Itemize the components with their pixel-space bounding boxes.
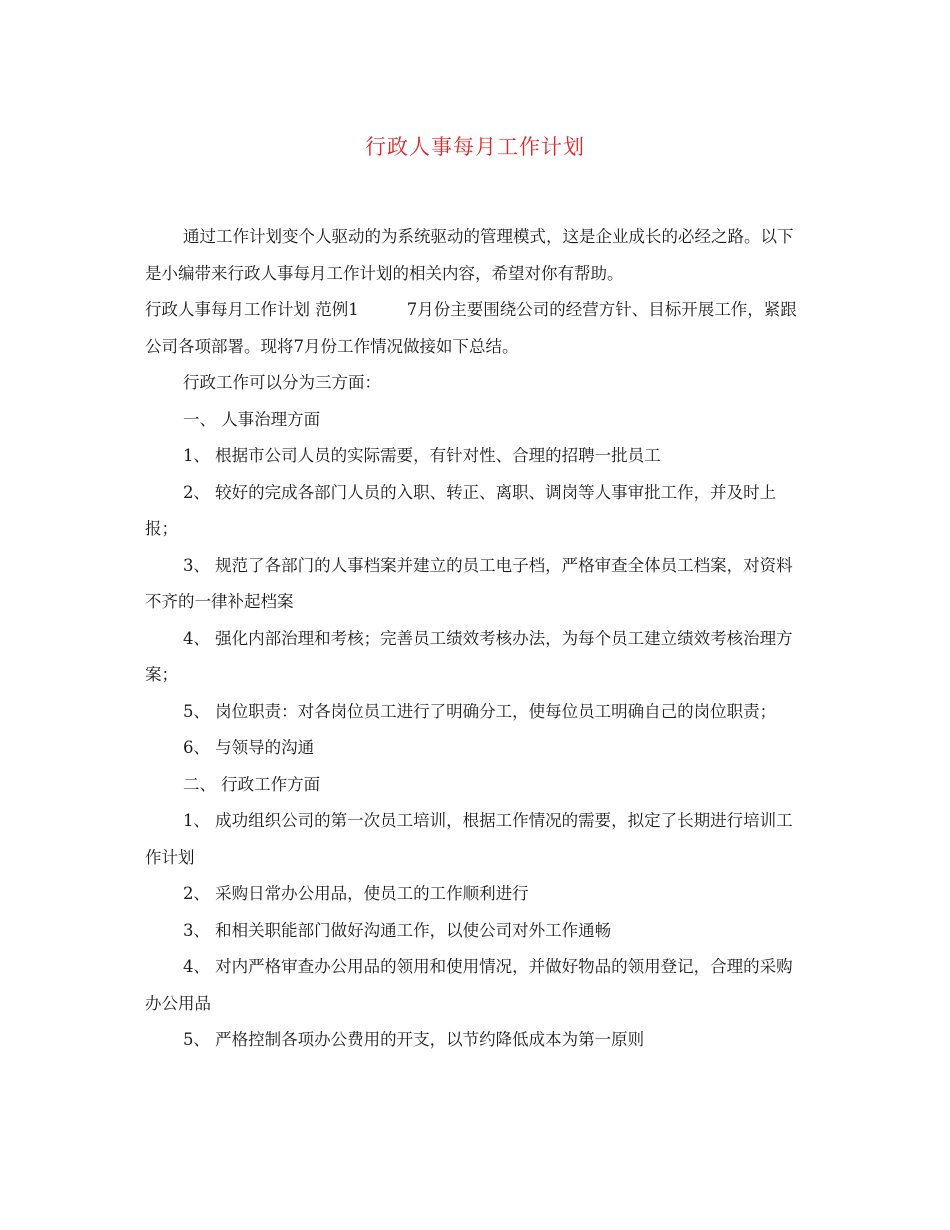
section-heading: 一、 人事治理方面 [182,409,321,429]
list-item: 5、 严格控制各项办公费用的开支，以节约降低成本为第一原则 [182,1030,645,1049]
document-body [145,219,805,1059]
list-item: 4、 对内严格审查办公用品的领用和使用情况，并做好物品的领用登记，合理的采购办公用品 [145,957,793,1013]
section-heading: 二、 行政工作方面 [182,774,321,794]
list-item: 2、 较好的完成各部门人员的入职、转正、离职、调岗等人事审批工作，并及时上报； [145,482,777,538]
intro-paragraph: 通过工作计划变个人驱动的为系统驱动的管理模式，这是企业成长的必经之路。以下是小编带来行政人事每月工作计划的相关内容，希望对你有帮助。 [145,227,794,283]
example-heading: 行政人事每月工作计划 范例1 [145,300,359,319]
example-paragraph [145,292,805,365]
list-item: 3、 规范了各部门的人事档案并建立的员工电子档，严格审查全体员工档案，对资料不齐的一律补起档案 [145,555,793,611]
list-item: 2、 采购日常办公用品，使员工的工作顺利进行 [182,884,529,903]
list-item: 3、 和相关职能部门做好沟通工作，以使公司对外工作通畅 [182,920,612,940]
list-item: 1、 成功组织公司的第一次员工培训，根据工作情况的需要，拟定了长期进行培训工作计划 [145,811,793,867]
admin-intro: 行政工作可以分为三方面： [182,373,381,392]
list-item: 6、 与领导的沟通 [182,738,315,757]
example-text: 7月份主要围绕公司的经营方针、目标开展工作，紧跟公司各项部署。现将7月份工作情况做接如下总结。 [145,300,797,356]
document-title: 行政人事每月工作计划 [365,135,585,159]
list-item: 4、 强化内部治理和考核；完善员工绩效考核办法，为每个员工建立绩效考核治理方案； [145,628,793,684]
list-item: 1、 根据市公司人员的实际需要，有针对性、合理的招聘一批员工 [182,446,661,465]
list-item: 5、 岗位职责：对各岗位员工进行了明确分工，使每位员工明确自己的岗位职责； [182,701,777,721]
